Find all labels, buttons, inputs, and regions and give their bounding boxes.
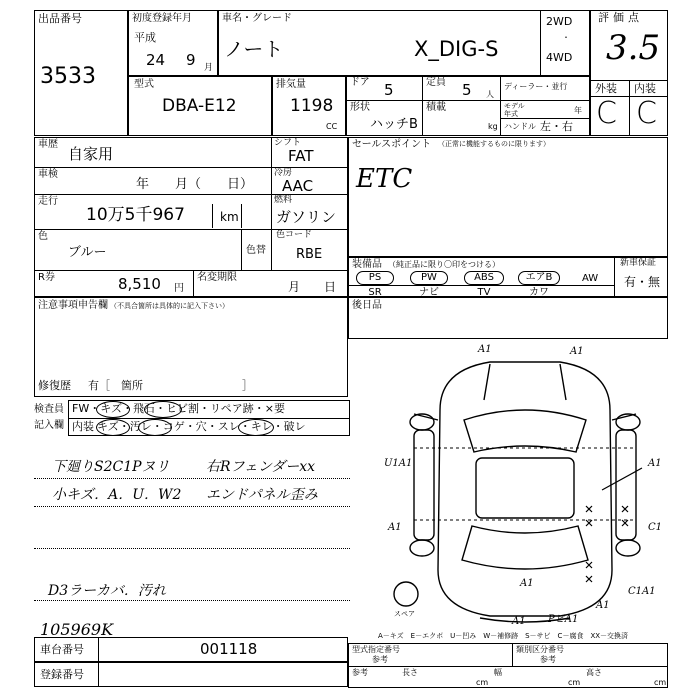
cap-value: 5 [462,81,472,99]
width-label: 幅 [494,668,502,677]
door-value: 5 [384,81,394,99]
height-unit: cm [654,678,667,687]
mark-c1a1: C1A1 [628,586,656,597]
note-6: 105969K [40,620,114,639]
note-5: D3ラーカバ．汚れ [48,583,166,599]
equip-ps: PS [356,271,394,285]
note-4: エンドパネル歪み [206,487,318,503]
model-label: 型式 [134,79,154,90]
dealer-label: ディーラー・並行 [504,82,568,91]
car-grade: X_DIG-S [414,37,499,61]
cap-label: 定員 [426,77,446,88]
equip-airbag: エアB [518,271,560,285]
mark-a1-rear-right: A1 [596,600,610,611]
backseat-label: 後日品 [352,300,382,311]
recycle-unit: 円 [174,283,184,294]
inspection-label: 車検 [38,169,58,180]
reg-no-label: 登録番号 [40,668,84,681]
color-value: ブルー [68,245,107,260]
reg-month-unit: 月 [204,63,214,73]
equip-tv: TV [477,287,491,298]
length-label: 長さ [402,668,418,677]
width-unit: cm [568,678,581,687]
class-label: 類別区分番号 [516,645,564,654]
mileage-label: 走行 [38,196,58,207]
mark-a1-rear-left: A1 [512,616,526,627]
reg-month: 9 [186,51,196,69]
shape-value: ハッチB [370,117,418,132]
mileage-unit: km [220,210,239,224]
shape-label: 形状 [350,102,370,113]
mileage-value: 10万5千967 [86,205,185,225]
circle-kizu-1 [96,401,130,418]
newcar-value: 有・無 [624,275,661,289]
chassis-value: 001118 [200,640,258,658]
name-label: 車名・グレード [222,13,292,24]
shift-label: シフト [274,138,302,148]
circle-tobiishi [144,401,182,418]
recycle-label: R券 [38,272,55,283]
circle-yogore [138,419,172,436]
recycle-value: 8,510 [118,275,161,293]
ext-label: 外装 [595,82,617,95]
equip-sub: （純正品に限り〇印をつける） [388,260,500,269]
mark-a1-front-right: A1 [570,346,584,357]
circle-kizu-2 [96,419,130,436]
equip-pw: PW [410,271,448,285]
repair-value: 有［ 箇所 ］ [88,379,253,392]
int-label: 内装 [634,82,656,95]
class-ref: 参考 [540,655,556,664]
wd2-label: 2WD [546,15,573,28]
model-value: DBA-E12 [162,96,237,116]
equip-aw: AW [582,273,599,284]
sales-sub: （正常に機能するものに限ります） [438,140,550,148]
ac-label: 冷房 [274,168,293,178]
note-2: 右Rフェンダーxx [206,459,316,475]
mark-a1-left-door: A1 [388,522,402,533]
mark-c1: C1 [648,522,663,533]
inspector-label-1: 検査員 [34,404,64,415]
mark-u1a1: U1A1 [384,458,413,469]
inspector-label-2: 記入欄 [34,420,64,431]
note-3: 小キズ．A．U．W2 [52,487,182,503]
fuel-value: ガソリン [276,208,337,226]
type-cert-label: 型式指定番号 [352,645,400,654]
type-cert-ref: 参考 [372,655,388,664]
inspector-row2: キズ・汚レ・コゲ・穴・スレ・キレ・破レ [97,420,306,433]
equip-leather: カワ [529,287,549,298]
sales-box [348,137,668,257]
equip-sr: SR [368,287,382,298]
inspector-row2-head: 内装 [72,420,94,433]
reg-year: 24 [146,51,166,69]
backseat-box [348,297,668,339]
height-label: 高さ [586,668,602,677]
inspector-row1: FW・キズ・飛石・ヒビ割・リペア跡・×要 [72,402,285,415]
repaint-label: 色替 [246,245,266,256]
color-code-value: RBE [296,247,323,262]
chassis-label: 車台番号 [40,643,84,656]
mark-a1-front-left: A1 [478,344,492,355]
wd4-label: 4WD [546,51,573,64]
cc-label: 排気量 [276,79,306,90]
reg-label: 初度登録年月 [132,13,192,24]
door-label: ドア [350,77,370,88]
fuel-label: 燃料 [274,195,293,205]
lot-label: 出品番号 [38,12,82,25]
handle-value: 左・右 [540,120,573,133]
year-unit: 年 [574,106,582,115]
cc-value: 1198 [290,96,334,116]
cap-unit: 人 [486,90,494,99]
equip-label: 装備品 [352,259,382,270]
history-value: 自家用 [68,145,114,163]
equip-navi: ナビ [419,287,439,298]
circle-sure [238,419,274,436]
cc-unit: CC [326,122,338,131]
car-diagram [380,340,670,630]
notice-sub: （不具合箇所は具体的に記入下さい） [110,302,229,310]
damage-legend: A－キズ E－エクボ U－凹み W－補修跡 S－サビ C－腐食 XX－交換済 [378,632,629,640]
model-year-label: モデル年式 [504,102,525,118]
color-code-label: 色コード [276,230,313,240]
reg-era: 平成 [134,31,156,44]
newcar-label: 新車保証 [620,258,657,268]
score-label: 評価点 [598,11,643,24]
notice-label: 注意事項申告欄 [38,300,108,311]
mark-pb-a1: PビA1 [548,614,579,625]
ac-value: AAC [282,177,314,195]
inspection-value: 年 月（ 日） [136,177,254,192]
repair-label: 修復歴 [38,379,71,392]
load-label: 積載 [426,102,446,113]
sales-etc: ETC [356,164,413,194]
car-name: ノート [224,37,284,61]
mark-a1-right: A1 [648,458,662,469]
length-ref: 参考 [352,668,368,677]
handle-label: ハンドル [504,122,536,131]
shift-value: FAT [288,147,314,165]
warranty-value: 月 日 [288,280,337,294]
note-1: 下廻りS2C1Pヌリ [52,459,170,475]
equip-abs: ABS [464,271,504,285]
mark-spare: スペア [394,610,415,618]
lot-number: 3533 [40,64,96,89]
int-grade: C [636,96,657,131]
ext-grade: C [596,96,617,131]
mark-a1-rear-center: A1 [520,578,534,589]
color-label: 色 [38,231,48,242]
warranty-label: 名変期限 [197,272,237,283]
history-label: 車歴 [38,139,58,150]
sales-label: セールスポイント [352,139,432,150]
score-value: 3.5 [606,28,661,68]
load-unit: kg [488,122,498,131]
length-unit: cm [476,678,489,687]
